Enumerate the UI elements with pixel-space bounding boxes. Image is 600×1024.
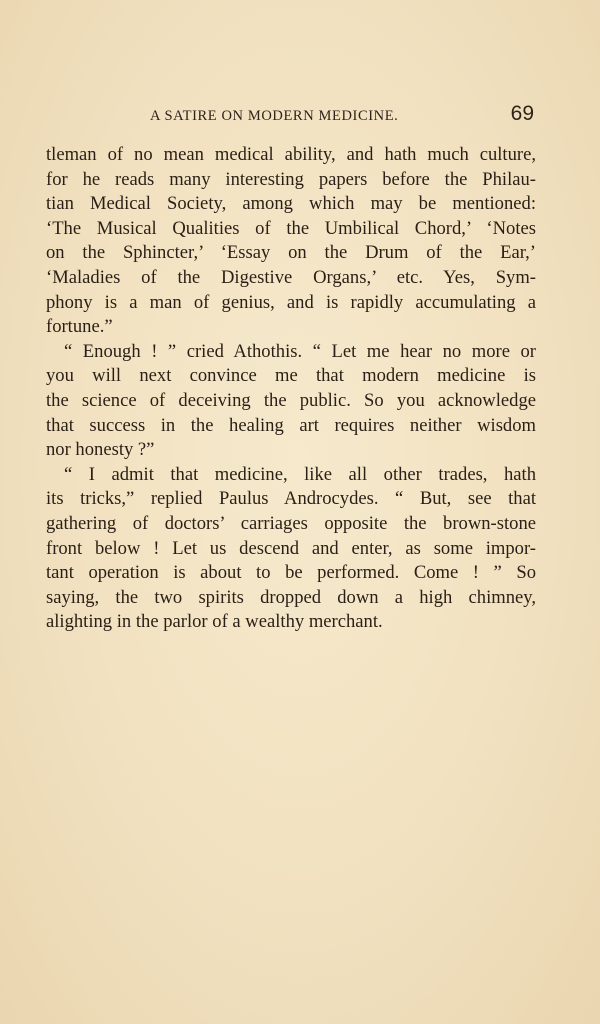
running-head <box>46 104 536 128</box>
text-line: front below ! Let us descend and enter, as some impor- <box>46 537 536 559</box>
text-line: fortune.” <box>46 316 113 338</box>
text-line: “ I admit that medicine, like all other trades, hath <box>64 463 536 485</box>
text-line: for he reads many interesting papers before the Philau- <box>46 168 536 190</box>
text-line: alighting in the parlor of a wealthy merchant. <box>46 611 383 633</box>
running-title: A SATIRE ON MODERN MEDICINE. <box>150 108 399 124</box>
text-line: ‘Maladies of the Digestive Organs,’ etc. Yes, Sym- <box>46 266 536 288</box>
body-text <box>46 143 536 635</box>
text-line: tleman of no mean medical ability, and hath much culture, <box>46 144 536 165</box>
text-line: that success in the healing art requires neither wisdom <box>46 414 536 436</box>
text-line: you will next convince me that modern medicine is <box>46 365 536 387</box>
text-line: nor honesty ?” <box>46 439 155 461</box>
text-line: on the Sphincter,’ ‘Essay on the Drum of the Ear,’ <box>46 242 536 264</box>
text-line: the science of deceiving the public. So you acknowledge <box>46 389 536 411</box>
text-line: phony is a man of genius, and is rapidly accumulating a <box>46 291 536 313</box>
text-line: tian Medical Society, among which may be mentioned: <box>46 193 536 215</box>
page-number: 69 <box>510 102 534 125</box>
text-line: gathering of doctors’ carriages opposite the brown-stone <box>46 512 536 534</box>
text-line: saying, the two spirits dropped down a high chimney, <box>46 586 536 608</box>
text-line: “ Enough ! ” cried Athothis. “ Let me hear no more or <box>64 340 536 362</box>
text-line: ‘The Musical Qualities of the Umbilical Chord,’ ‘Notes <box>46 217 536 239</box>
text-line: tant operation is about to be performed. Come ! ” So <box>46 562 536 584</box>
text-line: its tricks,” replied Paulus Androcydes. “ But, see that <box>46 488 536 510</box>
